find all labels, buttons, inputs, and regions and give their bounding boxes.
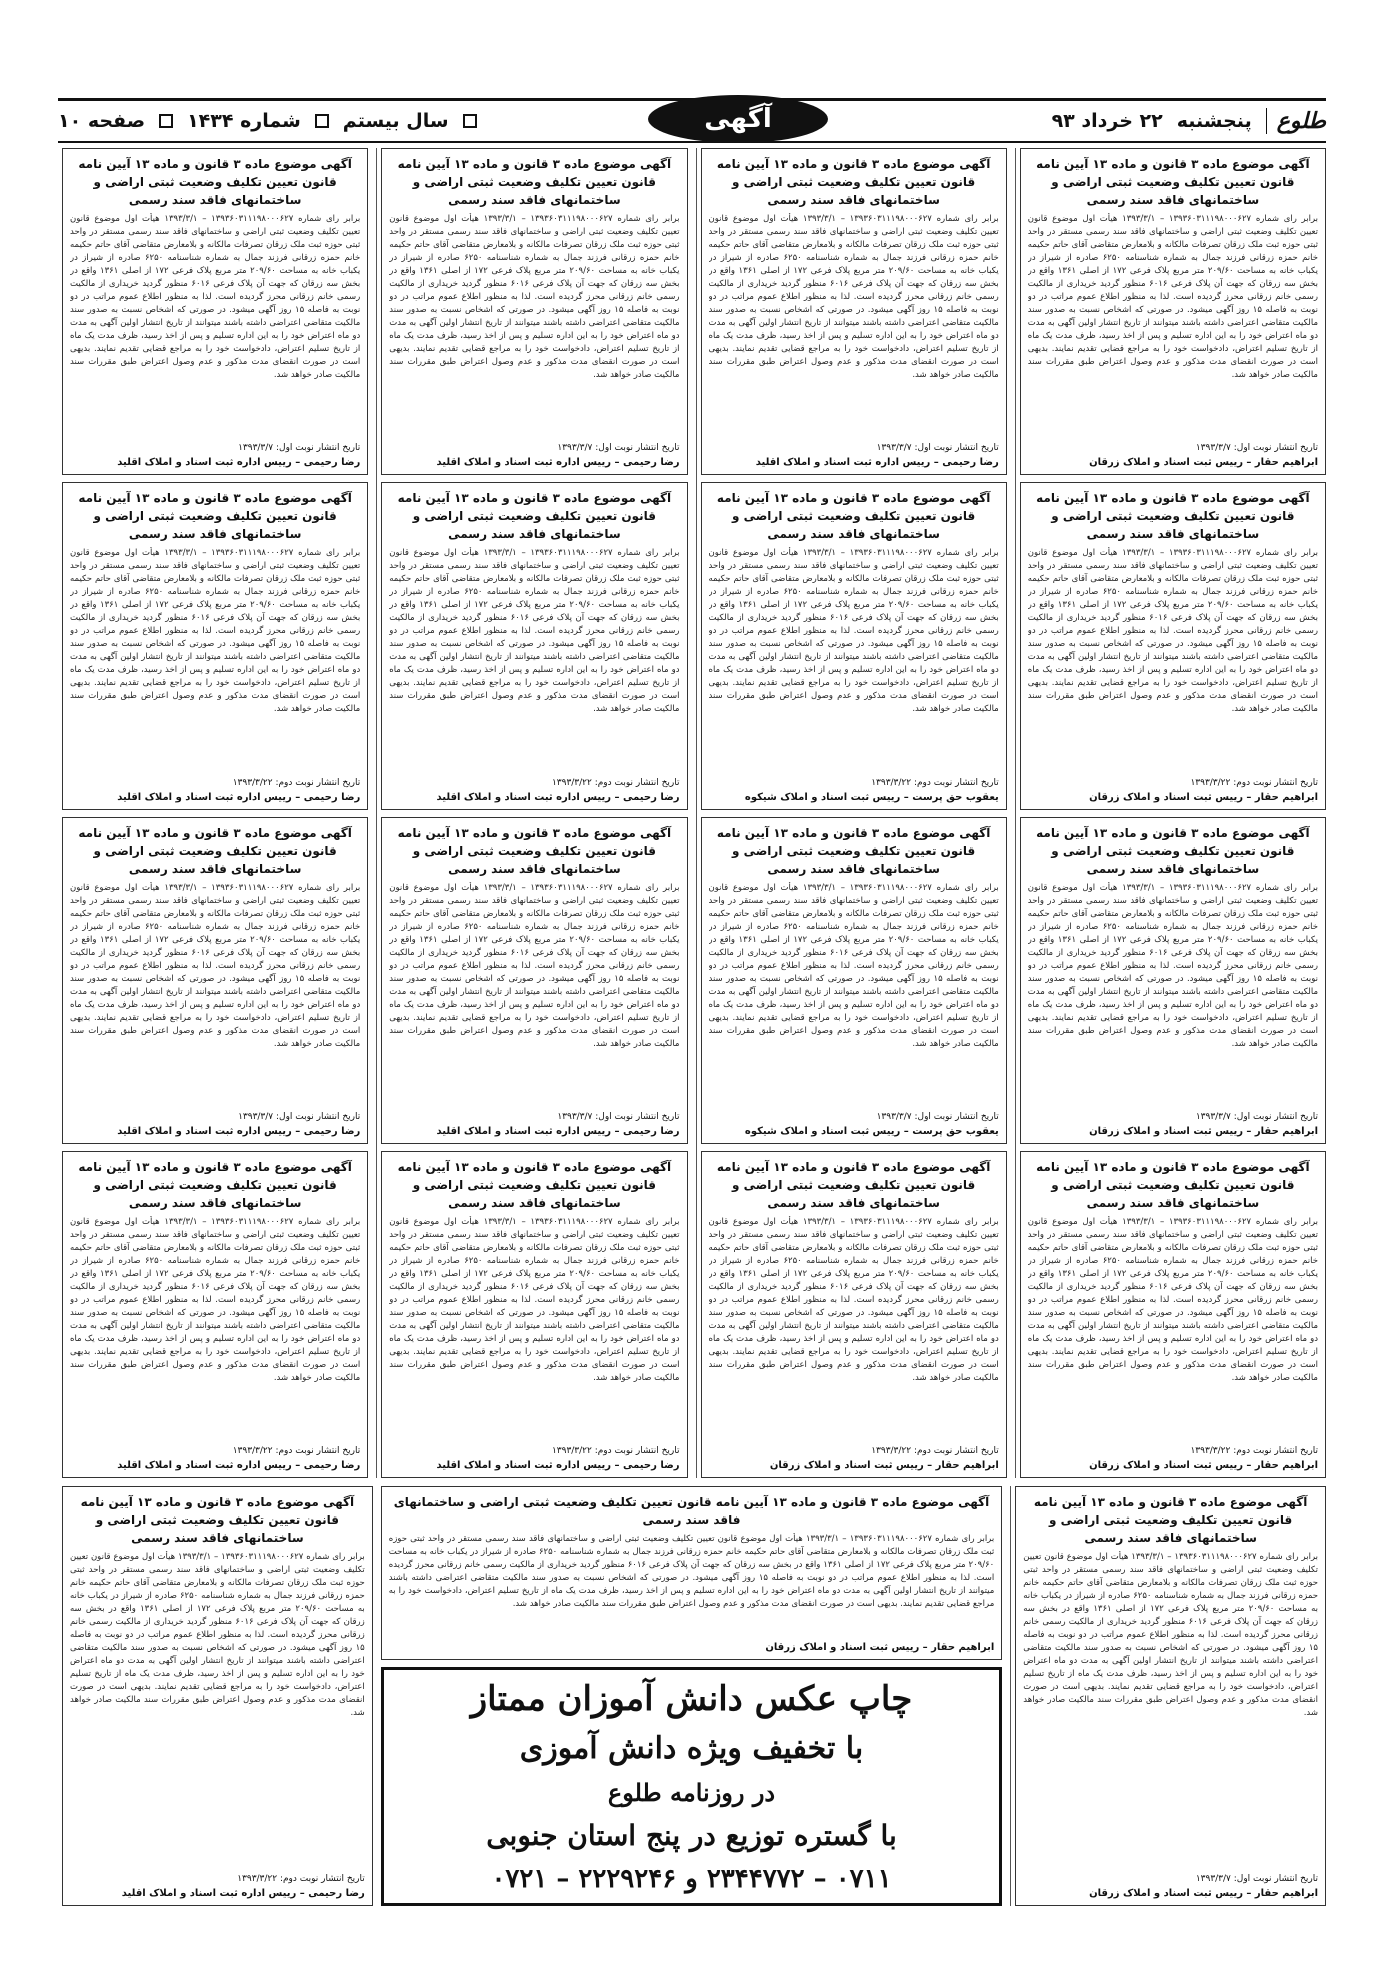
- ad-body: برابر رای شماره ۱۳۹۳۶۰۳۱۱۱۹۸۰۰۰۶۲۷ – ۱۳۹۳/۳/۱ هیأت اول موضوع قانون تعیین تکلیف وضعیت ثبتی اراضی و ساختمانهای فاقد سند رسمی مستقر در واحد ثبتی حوزه ثبت ملک زرقان تصرفات مالکانه و بلامعارض متقاضی آقای حاتم حکیمه خانم حمزه زرقانی فرزند جمال به شماره شناسنامه ۶۲۵۰ صادره از شیراز در یکباب خانه به مساحت ۲۰۹/۶۰ متر مربع پلاک فرعی ۱۷۲ از اصلی ۱۳۶۱ واقع در بخش سه زرقان که جهت آن پلاک فرعی ۶۰۱۶ منظور گردید خریداری از مالکیت رسمی خانم زرقانی محرز گردیده است. لذا به منظور اطلاع عموم مراتب در دو نوبت به فاصله ۱۵ روز آگهی میشود. در صورتی که اشخاص نسبت به صدور سند مالکیت متقاضی اعتراضی داشته باشند میتوانند از تاریخ انتشار اولین آگهی به مدت دو ماه اعتراض خود را به این اداره تسلیم و پس از اخذ رسید، ظرف مدت یک ماه از تاریخ تسلیم اعتراض، دادخواست خود را به مراجع قضایی تقدیم نمایند. بدیهی است در صورت انقضای مدت مذکور و عدم وصول اعتراض طبق مقررات سند مالکیت صادر خواهد شد.: [70, 214, 361, 380]
- ad-signer: یعقوب حق پرست – رییس ثبت اسناد و املاک شیکوه: [744, 1125, 999, 1137]
- ad-date-1: تاریخ انتشار نوبت اول: ۱۳۹۳/۳/۷: [238, 1111, 361, 1122]
- ad-signer: ابراهیم حقار – رییس ثبت اسناد و املاک زرقان: [1089, 791, 1318, 803]
- ad-date-2: تاریخ انتشار نوبت دوم: ۱۳۹۳/۳/۲۲: [551, 1446, 680, 1456]
- ad-body: برابر رای شماره ۱۳۹۳۶۰۳۱۱۱۹۸۰۰۰۶۲۷ – ۱۳۹۳/۳/۱ هیأت اول موضوع قانون تعیین تکلیف وضعیت ثبتی اراضی و ساختمانهای فاقد سند رسمی مستقر در واحد ثبتی حوزه ثبت ملک زرقان تصرفات مالکانه و بلامعارض متقاضی آقای حاتم حکیمه خانم حمزه زرقانی فرزند جمال به شماره شناسنامه ۶۲۵۰ صادره از شیراز در یکباب خانه به مساحت ۲۰۹/۶۰ متر مربع پلاک فرعی ۱۷۲ از اصلی ۱۳۶۱ واقع در بخش سه زرقان که جهت آن پلاک فرعی ۶۰۱۶ منظور گردید خریداری از مالکیت رسمی خانم زرقانی محرز گردیده است. لذا به منظور اطلاع عموم مراتب در دو نوبت به فاصله ۱۵ روز آگهی میشود. در صورتی که اشخاص نسبت به صدور سند مالکیت متقاضی اعتراضی داشته باشند میتوانند از تاریخ انتشار اولین آگهی به مدت دو ماه اعتراض خود را به این اداره تسلیم و پس از اخذ رسید، ظرف مدت یک ماه از تاریخ تسلیم اعتراض، دادخواست خود را به مراجع قضایی تقدیم نمایند. بدیهی است در صورت انقضای مدت مذکور و عدم وصول اعتراض طبق مقررات سند مالکیت صادر خواهد شد.: [1027, 548, 1318, 715]
- ad-date-2: تاریخ انتشار نوبت دوم: ۱۳۹۳/۳/۲۲: [232, 777, 361, 788]
- ad-title: آگهی موضوع ماده ۳ قانون و ماده ۱۳ آیین نامه قانون تعیین تکلیف وضعیت ثبتی اراضی و ساختمانهای فاقد سند رسمی: [716, 491, 991, 542]
- column-1: [1015, 148, 1326, 1478]
- ad-date-1: تاریخ انتشار نوبت اول: ۱۳۹۳/۳/۷: [1195, 443, 1318, 454]
- ad-signer: رضا رحیمی – رییس اداره ثبت اسناد و املاک اقلید: [436, 1460, 680, 1471]
- legal-ad: [701, 148, 1007, 475]
- ad-date-2: تاریخ انتشار نوبت دوم: ۱۳۹۳/۳/۲۲: [1190, 1446, 1318, 1456]
- ad-columns: [58, 148, 1326, 1478]
- square-icon: [315, 114, 329, 128]
- legal-ad: [381, 1486, 1003, 1660]
- ad-title: آگهی موضوع ماده ۳ قانون و ماده ۱۳ آیین نامه قانون تعیین تکلیف وضعیت ثبتی اراضی و ساختمانهای فاقد سند رسمی: [397, 157, 672, 207]
- ad-title: آگهی موضوع ماده ۳ قانون و ماده ۱۳ آیین نامه قانون تعیین تکلیف وضعیت ثبتی اراضی و ساختمانهای فاقد سند رسمی: [1036, 1159, 1310, 1210]
- header-left: [58, 110, 481, 132]
- ad-title: آگهی موضوع ماده ۳ قانون و ماده ۱۳ آیین نامه قانون تعیین تکلیف وضعیت ثبتی اراضی و ساختمانهای فاقد سند رسمی: [397, 1159, 672, 1210]
- newspaper-logo: طلوع: [1266, 108, 1326, 134]
- ad-title: آگهی موضوع ماده ۳ قانون و ماده ۱۳ آیین نامه قانون تعیین تکلیف وضعیت ثبتی اراضی و ساختمانهای فاقد سند رسمی: [1033, 1495, 1308, 1545]
- ad-body: برابر رای شماره ۱۳۹۳۶۰۳۱۱۱۹۸۰۰۰۶۲۷ – ۱۳۹۳/۳/۱ هیأت اول موضوع قانون تعیین تکلیف وضعیت ثبتی اراضی و ساختمانهای فاقد سند رسمی مستقر در واحد ثبتی حوزه ثبت ملک زرقان تصرفات مالکانه و بلامعارض متقاضی آقای حاتم حکیمه خانم حمزه زرقانی فرزند جمال به شماره شناسنامه ۶۲۵۰ صادره از شیراز در یکباب خانه به مساحت ۲۰۹/۶۰ متر مربع پلاک فرعی ۱۷۲ از اصلی ۱۳۶۱ واقع در بخش سه زرقان که جهت آن پلاک فرعی ۶۰۱۶ منظور گردید خریداری از مالکیت رسمی خانم زرقانی محرز گردیده است. لذا به منظور اطلاع عموم مراتب در دو نوبت به فاصله ۱۵ روز آگهی میشود. در صورتی که اشخاص نسبت به صدور سند مالکیت متقاضی اعتراضی داشته باشند میتوانند از تاریخ انتشار اولین آگهی به مدت دو ماه اعتراض خود را به این اداره تسلیم و پس از اخذ رسید، ظرف مدت یک ماه از تاریخ تسلیم اعتراض، دادخواست خود را به مراجع قضایی تقدیم نمایند. بدیهی است در صورت انقضای مدت مذکور و عدم وصول اعتراض طبق مقررات سند مالکیت صادر خواهد شد.: [388, 1534, 995, 1609]
- ad-title: آگهی موضوع ماده ۳ قانون و ماده ۱۳ آیین نامه قانون تعیین تکلیف وضعیت ثبتی اراضی و ساختمانهای فاقد سند رسمی: [1036, 491, 1310, 542]
- ad-title: آگهی موضوع ماده ۳ قانون و ماده ۱۳ آیین نامه قانون تعیین تکلیف وضعیت ثبتی اراضی و ساختمانهای فاقد سند رسمی: [397, 825, 672, 876]
- ad-signer: رضا رحیمی – رییس اداره ثبت اسناد و املاک اقلید: [117, 791, 361, 803]
- column-3: [376, 148, 687, 1478]
- column-2: [696, 148, 1007, 1478]
- legal-ad: [1015, 1486, 1326, 1906]
- ad-signer: ابراهیم حقار – رییس ثبت اسناد و املاک زرقان: [769, 1460, 999, 1471]
- ad-body: برابر رای شماره ۱۳۹۳۶۰۳۱۱۱۹۸۰۰۰۶۲۷ – ۱۳۹۳/۳/۱ هیأت اول موضوع قانون تعیین تکلیف وضعیت ثبتی اراضی و ساختمانهای فاقد سند رسمی مستقر در واحد ثبتی حوزه ثبت ملک زرقان تصرفات مالکانه و بلامعارض متقاضی آقای حاتم حکیمه خانم حمزه زرقانی فرزند جمال به شماره شناسنامه ۶۲۵۰ صادره از شیراز در یکباب خانه به مساحت ۲۰۹/۶۰ متر مربع پلاک فرعی ۱۷۲ از اصلی ۱۳۶۱ واقع در بخش سه زرقان که جهت آن پلاک فرعی ۶۰۱۶ منظور گردید خریداری از مالکیت رسمی خانم زرقانی محرز گردیده است. لذا به منظور اطلاع عموم مراتب در دو نوبت به فاصله ۱۵ روز آگهی میشود. در صورتی که اشخاص نسبت به صدور سند مالکیت متقاضی اعتراضی داشته باشند میتوانند از تاریخ انتشار اولین آگهی به مدت دو ماه اعتراض خود را به این اداره تسلیم و پس از اخذ رسید، ظرف مدت یک ماه از تاریخ تسلیم اعتراض، دادخواست خود را به مراجع قضایی تقدیم نمایند. بدیهی است در صورت انقضای مدت مذکور و عدم وصول اعتراض طبق مقررات سند مالکیت صادر خواهد شد.: [1027, 1216, 1318, 1383]
- ad-date-1: تاریخ انتشار نوبت اول: ۱۳۹۳/۳/۷: [238, 443, 361, 454]
- ad-title: آگهی موضوع ماده ۳ قانون و ماده ۱۳ آیین نامه قانون تعیین تکلیف وضعیت ثبتی اراضی و ساختمانهای فاقد سند رسمی: [1036, 157, 1310, 207]
- ad-signer: رضا رحیمی – رییس اداره ثبت اسناد و املاک اقلید: [117, 1125, 361, 1137]
- bottom-section: [58, 1486, 1326, 1906]
- legal-ad: [701, 1151, 1007, 1478]
- ad-date-1: تاریخ انتشار نوبت اول: ۱۳۹۳/۳/۷: [557, 443, 680, 454]
- ad-title: آگهی موضوع ماده ۳ قانون و ماده ۱۳ آیین نامه قانون تعیین تکلیف وضعیت ثبتی اراضی و ساختمانهای فاقد سند رسمی: [716, 825, 991, 876]
- square-icon: [159, 114, 173, 128]
- column-4: [58, 148, 368, 1478]
- ad-signer: رضا رحیمی – رییس اداره ثبت اسناد و املاک اقلید: [755, 457, 999, 469]
- ad-title: آگهی موضوع ماده ۳ قانون و ماده ۱۳ آیین نامه قانون تعیین تکلیف وضعیت ثبتی اراضی و ساختمانهای فاقد سند رسمی: [78, 491, 352, 542]
- ad-body: برابر رای شماره ۱۳۹۳۶۰۳۱۱۱۹۸۰۰۰۶۲۷ – ۱۳۹۳/۳/۱ هیأت اول موضوع قانون تعیین تکلیف وضعیت ثبتی اراضی و ساختمانهای فاقد سند رسمی مستقر در واحد ثبتی حوزه ثبت ملک زرقان تصرفات مالکانه و بلامعارض متقاضی آقای حاتم حکیمه خانم حمزه زرقانی فرزند جمال به شماره شناسنامه ۶۲۵۰ صادره از شیراز در یکباب خانه به مساحت ۲۰۹/۶۰ متر مربع پلاک فرعی ۱۷۲ از اصلی ۱۳۶۱ واقع در بخش سه زرقان که جهت آن پلاک فرعی ۶۰۱۶ منظور گردید خریداری از مالکیت رسمی خانم زرقانی محرز گردیده است. لذا به منظور اطلاع عموم مراتب در دو نوبت به فاصله ۱۵ روز آگهی میشود. در صورتی که اشخاص نسبت به صدور سند مالکیت متقاضی اعتراضی داشته باشند میتوانند از تاریخ انتشار اولین آگهی به مدت دو ماه اعتراض خود را به این اداره تسلیم و پس از اخذ رسید، ظرف مدت یک ماه از تاریخ تسلیم اعتراض، دادخواست خود را به مراجع قضایی تقدیم نمایند. بدیهی است در صورت انقضای مدت مذکور و عدم وصول اعتراض طبق مقررات سند مالکیت صادر خواهد شد.: [389, 548, 680, 715]
- legal-ad: [62, 1151, 368, 1478]
- ad-date-1: تاریخ انتشار نوبت اول: ۱۳۹۳/۳/۷: [1195, 1111, 1318, 1122]
- header-day: پنجشنبه: [1176, 110, 1252, 132]
- page-header: [58, 98, 1326, 143]
- column-1-bottom: [1010, 1486, 1326, 1906]
- legal-ad: [62, 482, 368, 809]
- column-4-bottom: [58, 1486, 373, 1906]
- legal-ad: [701, 817, 1007, 1144]
- ad-title: آگهی موضوع ماده ۳ قانون و ماده ۱۳ آیین نامه قانون تعیین تکلیف وضعیت ثبتی اراضی و ساختمانهای فاقد سند رسمی: [1036, 825, 1310, 876]
- ad-signer: رضا رحیمی – رییس اداره ثبت اسناد و املاک اقلید: [436, 791, 680, 803]
- legal-ad: [1020, 482, 1326, 809]
- ad-date-2: تاریخ انتشار نوبت دوم: ۱۳۹۳/۳/۲۲: [1190, 777, 1318, 788]
- legal-ad: [62, 817, 368, 1144]
- ad-signer: ابراهیم حقار – رییس ثبت اسناد و املاک زرقان: [1089, 1888, 1318, 1899]
- ad-date-2: تاریخ انتشار نوبت دوم: ۱۳۹۳/۳/۲۲: [551, 777, 680, 788]
- ad-body: برابر رای شماره ۱۳۹۳۶۰۳۱۱۱۹۸۰۰۰۶۲۷ – ۱۳۹۳/۳/۱ هیأت اول موضوع قانون تعیین تکلیف وضعیت ثبتی اراضی و ساختمانهای فاقد سند رسمی مستقر در واحد ثبتی حوزه ثبت ملک زرقان تصرفات مالکانه و بلامعارض متقاضی آقای حاتم حکیمه خانم حمزه زرقانی فرزند جمال به شماره شناسنامه ۶۲۵۰ صادره از شیراز در یکباب خانه به مساحت ۲۰۹/۶۰ متر مربع پلاک فرعی ۱۷۲ از اصلی ۱۳۶۱ واقع در بخش سه زرقان که جهت آن پلاک فرعی ۶۰۱۶ منظور گردید خریداری از مالکیت رسمی خانم زرقانی محرز گردیده است. لذا به منظور اطلاع عموم مراتب در دو نوبت به فاصله ۱۵ روز آگهی میشود. در صورتی که اشخاص نسبت به صدور سند مالکیت متقاضی اعتراضی داشته باشند میتوانند از تاریخ انتشار اولین آگهی به مدت دو ماه اعتراض خود را به این اداره تسلیم و پس از اخذ رسید، ظرف مدت یک ماه از تاریخ تسلیم اعتراض، دادخواست خود را به مراجع قضایی تقدیم نمایند. بدیهی است در صورت انقضای مدت مذکور و عدم وصول اعتراض طبق مقررات سند مالکیت صادر خواهد شد.: [1027, 882, 1318, 1049]
- header-page: صفحه ۱۰: [58, 110, 146, 132]
- ad-body: برابر رای شماره ۱۳۹۳۶۰۳۱۱۱۹۸۰۰۰۶۲۷ – ۱۳۹۳/۳/۱ هیأت اول موضوع قانون تعیین تکلیف وضعیت ثبتی اراضی و ساختمانهای فاقد سند رسمی مستقر در واحد ثبتی حوزه ثبت ملک زرقان تصرفات مالکانه و بلامعارض متقاضی آقای حاتم حکیمه خانم حمزه زرقانی فرزند جمال به شماره شناسنامه ۶۲۵۰ صادره از شیراز در یکباب خانه به مساحت ۲۰۹/۶۰ متر مربع پلاک فرعی ۱۷۲ از اصلی ۱۳۶۱ واقع در بخش سه زرقان که جهت آن پلاک فرعی ۶۰۱۶ منظور گردید خریداری از مالکیت رسمی خانم زرقانی محرز گردیده است. لذا به منظور اطلاع عموم مراتب در دو نوبت به فاصله ۱۵ روز آگهی میشود. در صورتی که اشخاص نسبت به صدور سند مالکیت متقاضی اعتراضی داشته باشند میتوانند از تاریخ انتشار اولین آگهی به مدت دو ماه اعتراض خود را به این اداره تسلیم و پس از اخذ رسید، ظرف مدت یک ماه از تاریخ تسلیم اعتراض، دادخواست خود را به مراجع قضایی تقدیم نمایند. بدیهی است در صورت انقضای مدت مذکور و عدم وصول اعتراض طبق مقررات سند مالکیت صادر خواهد شد.: [708, 1216, 999, 1383]
- ad-body: برابر رای شماره ۱۳۹۳۶۰۳۱۱۱۹۸۰۰۰۶۲۷ – ۱۳۹۳/۳/۱ هیأت اول موضوع قانون تعیین تکلیف وضعیت ثبتی اراضی و ساختمانهای فاقد سند رسمی مستقر در واحد ثبتی حوزه ثبت ملک زرقان تصرفات مالکانه و بلامعارض متقاضی آقای حاتم حکیمه خانم حمزه زرقانی فرزند جمال به شماره شناسنامه ۶۲۵۰ صادره از شیراز در یکباب خانه به مساحت ۲۰۹/۶۰ متر مربع پلاک فرعی ۱۷۲ از اصلی ۱۳۶۱ واقع در بخش سه زرقان که جهت آن پلاک فرعی ۶۰۱۶ منظور گردید خریداری از مالکیت رسمی خانم زرقانی محرز گردیده است. لذا به منظور اطلاع عموم مراتب در دو نوبت به فاصله ۱۵ روز آگهی میشود. در صورتی که اشخاص نسبت به صدور سند مالکیت متقاضی اعتراضی داشته باشند میتوانند از تاریخ انتشار اولین آگهی به مدت دو ماه اعتراض خود را به این اداره تسلیم و پس از اخذ رسید، ظرف مدت یک ماه از تاریخ تسلیم اعتراض، دادخواست خود را به مراجع قضایی تقدیم نمایند. بدیهی است در صورت انقضای مدت مذکور و عدم وصول اعتراض طبق مقررات سند مالکیت صادر خواهد شد.: [1027, 214, 1318, 380]
- ad-body: برابر رای شماره ۱۳۹۳۶۰۳۱۱۱۹۸۰۰۰۶۲۷ – ۱۳۹۳/۳/۱ هیأت اول موضوع قانون تعیین تکلیف وضعیت ثبتی اراضی و ساختمانهای فاقد سند رسمی مستقر در واحد ثبتی حوزه ثبت ملک زرقان تصرفات مالکانه و بلامعارض متقاضی آقای حاتم حکیمه خانم حمزه زرقانی فرزند جمال به شماره شناسنامه ۶۲۵۰ صادره از شیراز در یکباب خانه به مساحت ۲۰۹/۶۰ متر مربع پلاک فرعی ۱۷۲ از اصلی ۱۳۶۱ واقع در بخش سه زرقان که جهت آن پلاک فرعی ۶۰۱۶ منظور گردید خریداری از مالکیت رسمی خانم زرقانی محرز گردیده است. لذا به منظور اطلاع عموم مراتب در دو نوبت به فاصله ۱۵ روز آگهی میشود. در صورتی که اشخاص نسبت به صدور سند مالکیت متقاضی اعتراضی داشته باشند میتوانند از تاریخ انتشار اولین آگهی به مدت دو ماه اعتراض خود را به این اداره تسلیم و پس از اخذ رسید، ظرف مدت یک ماه از تاریخ تسلیم اعتراض، دادخواست خود را به مراجع قضایی تقدیم نمایند. بدیهی است در صورت انقضای مدت مذکور و عدم وصول اعتراض طبق مقررات سند مالکیت صادر خواهد شد.: [1023, 1552, 1318, 1718]
- promo-newspaper: در روزنامه طلوع: [607, 1778, 776, 1807]
- ad-title: آگهی موضوع ماده ۳ قانون و ماده ۱۳ آیین نامه قانون تعیین تکلیف وضعیت ثبتی اراضی و ساختمانهای فاقد سند رسمی: [78, 157, 352, 207]
- legal-ad: [1020, 1151, 1326, 1478]
- ad-body: برابر رای شماره ۱۳۹۳۶۰۳۱۱۱۹۸۰۰۰۶۲۷ – ۱۳۹۳/۳/۱ هیأت اول موضوع قانون تعیین تکلیف وضعیت ثبتی اراضی و ساختمانهای فاقد سند رسمی مستقر در واحد ثبتی حوزه ثبت ملک زرقان تصرفات مالکانه و بلامعارض متقاضی آقای حاتم حکیمه خانم حمزه زرقانی فرزند جمال به شماره شناسنامه ۶۲۵۰ صادره از شیراز در یکباب خانه به مساحت ۲۰۹/۶۰ متر مربع پلاک فرعی ۱۷۲ از اصلی ۱۳۶۱ واقع در بخش سه زرقان که جهت آن پلاک فرعی ۶۰۱۶ منظور گردید خریداری از مالکیت رسمی خانم زرقانی محرز گردیده است. لذا به منظور اطلاع عموم مراتب در دو نوبت به فاصله ۱۵ روز آگهی میشود. در صورتی که اشخاص نسبت به صدور سند مالکیت متقاضی اعتراضی داشته باشند میتوانند از تاریخ انتشار اولین آگهی به مدت دو ماه اعتراض خود را به این اداره تسلیم و پس از اخذ رسید، ظرف مدت یک ماه از تاریخ تسلیم اعتراض، دادخواست خود را به مراجع قضایی تقدیم نمایند. بدیهی است در صورت انقضای مدت مذکور و عدم وصول اعتراض طبق مقررات سند مالکیت صادر خواهد شد.: [70, 1552, 365, 1718]
- promo-phones: ۰۷۱۱ – ۲۳۴۴۷۷۲ و ۲۲۲۹۲۴۶ – ۰۷۲۱: [491, 1864, 892, 1894]
- ad-date-1: تاریخ انتشار نوبت اول: ۱۳۹۳/۳/۷: [557, 1111, 680, 1122]
- ad-signer: رضا رحیمی – رییس اداره ثبت اسناد و املاک اقلید: [117, 457, 361, 469]
- legal-ad: [62, 148, 368, 475]
- promo-headline: چاپ عکس دانش آموزان ممتاز: [470, 1679, 913, 1719]
- header-right: [1052, 108, 1326, 134]
- ad-body: برابر رای شماره ۱۳۹۳۶۰۳۱۱۱۹۸۰۰۰۶۲۷ – ۱۳۹۳/۳/۱ هیأت اول موضوع قانون تعیین تکلیف وضعیت ثبتی اراضی و ساختمانهای فاقد سند رسمی مستقر در واحد ثبتی حوزه ثبت ملک زرقان تصرفات مالکانه و بلامعارض متقاضی آقای حاتم حکیمه خانم حمزه زرقانی فرزند جمال به شماره شناسنامه ۶۲۵۰ صادره از شیراز در یکباب خانه به مساحت ۲۰۹/۶۰ متر مربع پلاک فرعی ۱۷۲ از اصلی ۱۳۶۱ واقع در بخش سه زرقان که جهت آن پلاک فرعی ۶۰۱۶ منظور گردید خریداری از مالکیت رسمی خانم زرقانی محرز گردیده است. لذا به منظور اطلاع عموم مراتب در دو نوبت به فاصله ۱۵ روز آگهی میشود. در صورتی که اشخاص نسبت به صدور سند مالکیت متقاضی اعتراضی داشته باشند میتوانند از تاریخ انتشار اولین آگهی به مدت دو ماه اعتراض خود را به این اداره تسلیم و پس از اخذ رسید، ظرف مدت یک ماه از تاریخ تسلیم اعتراض، دادخواست خود را به مراجع قضایی تقدیم نمایند. بدیهی است در صورت انقضای مدت مذکور و عدم وصول اعتراض طبق مقررات سند مالکیت صادر خواهد شد.: [70, 548, 361, 715]
- legal-ad: [1020, 817, 1326, 1144]
- ad-date-2: تاریخ انتشار نوبت دوم: ۱۳۹۳/۳/۲۲: [871, 1446, 999, 1456]
- ad-body: برابر رای شماره ۱۳۹۳۶۰۳۱۱۱۹۸۰۰۰۶۲۷ – ۱۳۹۳/۳/۱ هیأت اول موضوع قانون تعیین تکلیف وضعیت ثبتی اراضی و ساختمانهای فاقد سند رسمی مستقر در واحد ثبتی حوزه ثبت ملک زرقان تصرفات مالکانه و بلامعارض متقاضی آقای حاتم حکیمه خانم حمزه زرقانی فرزند جمال به شماره شناسنامه ۶۲۵۰ صادره از شیراز در یکباب خانه به مساحت ۲۰۹/۶۰ متر مربع پلاک فرعی ۱۷۲ از اصلی ۱۳۶۱ واقع در بخش سه زرقان که جهت آن پلاک فرعی ۶۰۱۶ منظور گردید خریداری از مالکیت رسمی خانم زرقانی محرز گردیده است. لذا به منظور اطلاع عموم مراتب در دو نوبت به فاصله ۱۵ روز آگهی میشود. در صورتی که اشخاص نسبت به صدور سند مالکیت متقاضی اعتراضی داشته باشند میتوانند از تاریخ انتشار اولین آگهی به مدت دو ماه اعتراض خود را به این اداره تسلیم و پس از اخذ رسید، ظرف مدت یک ماه از تاریخ تسلیم اعتراض، دادخواست خود را به مراجع قضایی تقدیم نمایند. بدیهی است در صورت انقضای مدت مذکور و عدم وصول اعتراض طبق مقررات سند مالکیت صادر خواهد شد.: [389, 1216, 680, 1383]
- middle-bottom: [381, 1486, 1003, 1906]
- legal-ad: [381, 482, 687, 809]
- ad-title: آگهی موضوع ماده ۳ قانون و ماده ۱۳ آیین نامه قانون تعیین تکلیف وضعیت ثبتی اراضی و ساختمانهای فاقد سند رسمی: [78, 825, 352, 876]
- legal-ad: [381, 817, 687, 1144]
- legal-ad: [381, 1151, 687, 1478]
- section-title: آگهی: [648, 95, 828, 143]
- ad-date-1: تاریخ انتشار نوبت اول: ۱۳۹۳/۳/۷: [1195, 1874, 1318, 1884]
- legal-ad: [381, 148, 687, 475]
- ad-signer: ابراهیم حقار – رییس ثبت اسناد و املاک زرقان: [1089, 1125, 1318, 1137]
- legal-ad: [1020, 148, 1326, 475]
- ad-signer: رضا رحیمی – رییس اداره ثبت اسناد و املاک اقلید: [121, 1888, 365, 1899]
- header-year: سال بیستم: [342, 110, 449, 132]
- promo-distribution: با گستره توزیع در پنج استان جنوبی: [486, 1819, 897, 1852]
- ad-body: برابر رای شماره ۱۳۹۳۶۰۳۱۱۱۹۸۰۰۰۶۲۷ – ۱۳۹۳/۳/۱ هیأت اول موضوع قانون تعیین تکلیف وضعیت ثبتی اراضی و ساختمانهای فاقد سند رسمی مستقر در واحد ثبتی حوزه ثبت ملک زرقان تصرفات مالکانه و بلامعارض متقاضی آقای حاتم حکیمه خانم حمزه زرقانی فرزند جمال به شماره شناسنامه ۶۲۵۰ صادره از شیراز در یکباب خانه به مساحت ۲۰۹/۶۰ متر مربع پلاک فرعی ۱۷۲ از اصلی ۱۳۶۱ واقع در بخش سه زرقان که جهت آن پلاک فرعی ۶۰۱۶ منظور گردید خریداری از مالکیت رسمی خانم زرقانی محرز گردیده است. لذا به منظور اطلاع عموم مراتب در دو نوبت به فاصله ۱۵ روز آگهی میشود. در صورتی که اشخاص نسبت به صدور سند مالکیت متقاضی اعتراضی داشته باشند میتوانند از تاریخ انتشار اولین آگهی به مدت دو ماه اعتراض خود را به این اداره تسلیم و پس از اخذ رسید، ظرف مدت یک ماه از تاریخ تسلیم اعتراض، دادخواست خود را به مراجع قضایی تقدیم نمایند. بدیهی است در صورت انقضای مدت مذکور و عدم وصول اعتراض طبق مقررات سند مالکیت صادر خواهد شد.: [389, 214, 680, 380]
- header-issue: شماره ۱۴۳۴: [187, 110, 301, 132]
- ad-title: آگهی موضوع ماده ۳ قانون و ماده ۱۳ آیین نامه قانون تعیین تکلیف وضعیت ثبتی اراضی و ساختمانهای فاقد سند رسمی: [80, 1495, 355, 1545]
- legal-ad: [701, 482, 1007, 809]
- ad-title: آگهی موضوع ماده ۳ قانون و ماده ۱۳ آیین نامه قانون تعیین تکلیف وضعیت ثبتی اراضی و ساختمانهای فاقد سند رسمی: [393, 1495, 990, 1527]
- ad-title: آگهی موضوع ماده ۳ قانون و ماده ۱۳ آیین نامه قانون تعیین تکلیف وضعیت ثبتی اراضی و ساختمانهای فاقد سند رسمی: [397, 491, 672, 542]
- header-date: ۲۲ خرداد ۹۳: [1051, 110, 1163, 132]
- legal-ad: [62, 1486, 373, 1906]
- ad-body: برابر رای شماره ۱۳۹۳۶۰۳۱۱۱۹۸۰۰۰۶۲۷ – ۱۳۹۳/۳/۱ هیأت اول موضوع قانون تعیین تکلیف وضعیت ثبتی اراضی و ساختمانهای فاقد سند رسمی مستقر در واحد ثبتی حوزه ثبت ملک زرقان تصرفات مالکانه و بلامعارض متقاضی آقای حاتم حکیمه خانم حمزه زرقانی فرزند جمال به شماره شناسنامه ۶۲۵۰ صادره از شیراز در یکباب خانه به مساحت ۲۰۹/۶۰ متر مربع پلاک فرعی ۱۷۲ از اصلی ۱۳۶۱ واقع در بخش سه زرقان که جهت آن پلاک فرعی ۶۰۱۶ منظور گردید خریداری از مالکیت رسمی خانم زرقانی محرز گردیده است. لذا به منظور اطلاع عموم مراتب در دو نوبت به فاصله ۱۵ روز آگهی میشود. در صورتی که اشخاص نسبت به صدور سند مالکیت متقاضی اعتراضی داشته باشند میتوانند از تاریخ انتشار اولین آگهی به مدت دو ماه اعتراض خود را به این اداره تسلیم و پس از اخذ رسید، ظرف مدت یک ماه از تاریخ تسلیم اعتراض، دادخواست خود را به مراجع قضایی تقدیم نمایند. بدیهی است در صورت انقضای مدت مذکور و عدم وصول اعتراض طبق مقررات سند مالکیت صادر خواهد شد.: [70, 1216, 361, 1383]
- ad-signer: رضا رحیمی – رییس اداره ثبت اسناد و املاک اقلید: [436, 457, 680, 469]
- promo-discount: با تخفیف ویژه دانش آموزی: [519, 1731, 864, 1766]
- ad-title: آگهی موضوع ماده ۳ قانون و ماده ۱۳ آیین نامه قانون تعیین تکلیف وضعیت ثبتی اراضی و ساختمانهای فاقد سند رسمی: [716, 157, 991, 207]
- ad-signer: ابراهیم حقار – رییس ثبت اسناد و املاک زرقان: [765, 1642, 995, 1653]
- ad-date-1: تاریخ انتشار نوبت اول: ۱۳۹۳/۳/۷: [876, 443, 999, 454]
- ad-body: برابر رای شماره ۱۳۹۳۶۰۳۱۱۱۹۸۰۰۰۶۲۷ – ۱۳۹۳/۳/۱ هیأت اول موضوع قانون تعیین تکلیف وضعیت ثبتی اراضی و ساختمانهای فاقد سند رسمی مستقر در واحد ثبتی حوزه ثبت ملک زرقان تصرفات مالکانه و بلامعارض متقاضی آقای حاتم حکیمه خانم حمزه زرقانی فرزند جمال به شماره شناسنامه ۶۲۵۰ صادره از شیراز در یکباب خانه به مساحت ۲۰۹/۶۰ متر مربع پلاک فرعی ۱۷۲ از اصلی ۱۳۶۱ واقع در بخش سه زرقان که جهت آن پلاک فرعی ۶۰۱۶ منظور گردید خریداری از مالکیت رسمی خانم زرقانی محرز گردیده است. لذا به منظور اطلاع عموم مراتب در دو نوبت به فاصله ۱۵ روز آگهی میشود. در صورتی که اشخاص نسبت به صدور سند مالکیت متقاضی اعتراضی داشته باشند میتوانند از تاریخ انتشار اولین آگهی به مدت دو ماه اعتراض خود را به این اداره تسلیم و پس از اخذ رسید، ظرف مدت یک ماه از تاریخ تسلیم اعتراض، دادخواست خود را به مراجع قضایی تقدیم نمایند. بدیهی است در صورت انقضای مدت مذکور و عدم وصول اعتراض طبق مقررات سند مالکیت صادر خواهد شد.: [70, 882, 361, 1049]
- ad-body: برابر رای شماره ۱۳۹۳۶۰۳۱۱۱۹۸۰۰۰۶۲۷ – ۱۳۹۳/۳/۱ هیأت اول موضوع قانون تعیین تکلیف وضعیت ثبتی اراضی و ساختمانهای فاقد سند رسمی مستقر در واحد ثبتی حوزه ثبت ملک زرقان تصرفات مالکانه و بلامعارض متقاضی آقای حاتم حکیمه خانم حمزه زرقانی فرزند جمال به شماره شناسنامه ۶۲۵۰ صادره از شیراز در یکباب خانه به مساحت ۲۰۹/۶۰ متر مربع پلاک فرعی ۱۷۲ از اصلی ۱۳۶۱ واقع در بخش سه زرقان که جهت آن پلاک فرعی ۶۰۱۶ منظور گردید خریداری از مالکیت رسمی خانم زرقانی محرز گردیده است. لذا به منظور اطلاع عموم مراتب در دو نوبت به فاصله ۱۵ روز آگهی میشود. در صورتی که اشخاص نسبت به صدور سند مالکیت متقاضی اعتراضی داشته باشند میتوانند از تاریخ انتشار اولین آگهی به مدت دو ماه اعتراض خود را به این اداره تسلیم و پس از اخذ رسید، ظرف مدت یک ماه از تاریخ تسلیم اعتراض، دادخواست خود را به مراجع قضایی تقدیم نمایند. بدیهی است در صورت انقضای مدت مذکور و عدم وصول اعتراض طبق مقررات سند مالکیت صادر خواهد شد.: [708, 882, 999, 1049]
- promo-box: [381, 1667, 1003, 1906]
- ad-signer: یعقوب حق پرست – رییس ثبت اسناد و املاک شیکوه: [744, 791, 999, 803]
- square-icon: [463, 114, 477, 128]
- ad-title: آگهی موضوع ماده ۳ قانون و ماده ۱۳ آیین نامه قانون تعیین تکلیف وضعیت ثبتی اراضی و ساختمانهای فاقد سند رسمی: [78, 1159, 352, 1210]
- ad-body: برابر رای شماره ۱۳۹۳۶۰۳۱۱۱۹۸۰۰۰۶۲۷ – ۱۳۹۳/۳/۱ هیأت اول موضوع قانون تعیین تکلیف وضعیت ثبتی اراضی و ساختمانهای فاقد سند رسمی مستقر در واحد ثبتی حوزه ثبت ملک زرقان تصرفات مالکانه و بلامعارض متقاضی آقای حاتم حکیمه خانم حمزه زرقانی فرزند جمال به شماره شناسنامه ۶۲۵۰ صادره از شیراز در یکباب خانه به مساحت ۲۰۹/۶۰ متر مربع پلاک فرعی ۱۷۲ از اصلی ۱۳۶۱ واقع در بخش سه زرقان که جهت آن پلاک فرعی ۶۰۱۶ منظور گردید خریداری از مالکیت رسمی خانم زرقانی محرز گردیده است. لذا به منظور اطلاع عموم مراتب در دو نوبت به فاصله ۱۵ روز آگهی میشود. در صورتی که اشخاص نسبت به صدور سند مالکیت متقاضی اعتراضی داشته باشند میتوانند از تاریخ انتشار اولین آگهی به مدت دو ماه اعتراض خود را به این اداره تسلیم و پس از اخذ رسید، ظرف مدت یک ماه از تاریخ تسلیم اعتراض، دادخواست خود را به مراجع قضایی تقدیم نمایند. بدیهی است در صورت انقضای مدت مذکور و عدم وصول اعتراض طبق مقررات سند مالکیت صادر خواهد شد.: [708, 214, 999, 380]
- ad-date-1: تاریخ انتشار نوبت اول: ۱۳۹۳/۳/۷: [876, 1111, 999, 1122]
- ad-date-2: تاریخ انتشار نوبت دوم: ۱۳۹۳/۳/۲۲: [871, 777, 999, 788]
- ad-body: برابر رای شماره ۱۳۹۳۶۰۳۱۱۱۹۸۰۰۰۶۲۷ – ۱۳۹۳/۳/۱ هیأت اول موضوع قانون تعیین تکلیف وضعیت ثبتی اراضی و ساختمانهای فاقد سند رسمی مستقر در واحد ثبتی حوزه ثبت ملک زرقان تصرفات مالکانه و بلامعارض متقاضی آقای حاتم حکیمه خانم حمزه زرقانی فرزند جمال به شماره شناسنامه ۶۲۵۰ صادره از شیراز در یکباب خانه به مساحت ۲۰۹/۶۰ متر مربع پلاک فرعی ۱۷۲ از اصلی ۱۳۶۱ واقع در بخش سه زرقان که جهت آن پلاک فرعی ۶۰۱۶ منظور گردید خریداری از مالکیت رسمی خانم زرقانی محرز گردیده است. لذا به منظور اطلاع عموم مراتب در دو نوبت به فاصله ۱۵ روز آگهی میشود. در صورتی که اشخاص نسبت به صدور سند مالکیت متقاضی اعتراضی داشته باشند میتوانند از تاریخ انتشار اولین آگهی به مدت دو ماه اعتراض خود را به این اداره تسلیم و پس از اخذ رسید، ظرف مدت یک ماه از تاریخ تسلیم اعتراض، دادخواست خود را به مراجع قضایی تقدیم نمایند. بدیهی است در صورت انقضای مدت مذکور و عدم وصول اعتراض طبق مقررات سند مالکیت صادر خواهد شد.: [708, 548, 999, 715]
- ad-signer: رضا رحیمی – رییس اداره ثبت اسناد و املاک اقلید: [436, 1125, 680, 1137]
- ad-signer: ابراهیم حقار – رییس ثبت اسناد و املاک زرقان: [1089, 1460, 1318, 1471]
- ad-signer: ابراهیم حقار – رییس ثبت اسناد و املاک زرقان: [1089, 457, 1318, 469]
- ad-body: برابر رای شماره ۱۳۹۳۶۰۳۱۱۱۹۸۰۰۰۶۲۷ – ۱۳۹۳/۳/۱ هیأت اول موضوع قانون تعیین تکلیف وضعیت ثبتی اراضی و ساختمانهای فاقد سند رسمی مستقر در واحد ثبتی حوزه ثبت ملک زرقان تصرفات مالکانه و بلامعارض متقاضی آقای حاتم حکیمه خانم حمزه زرقانی فرزند جمال به شماره شناسنامه ۶۲۵۰ صادره از شیراز در یکباب خانه به مساحت ۲۰۹/۶۰ متر مربع پلاک فرعی ۱۷۲ از اصلی ۱۳۶۱ واقع در بخش سه زرقان که جهت آن پلاک فرعی ۶۰۱۶ منظور گردید خریداری از مالکیت رسمی خانم زرقانی محرز گردیده است. لذا به منظور اطلاع عموم مراتب در دو نوبت به فاصله ۱۵ روز آگهی میشود. در صورتی که اشخاص نسبت به صدور سند مالکیت متقاضی اعتراضی داشته باشند میتوانند از تاریخ انتشار اولین آگهی به مدت دو ماه اعتراض خود را به این اداره تسلیم و پس از اخذ رسید، ظرف مدت یک ماه از تاریخ تسلیم اعتراض، دادخواست خود را به مراجع قضایی تقدیم نمایند. بدیهی است در صورت انقضای مدت مذکور و عدم وصول اعتراض طبق مقررات سند مالکیت صادر خواهد شد.: [389, 882, 680, 1049]
- ad-signer: رضا رحیمی – رییس اداره ثبت اسناد و املاک اقلید: [117, 1460, 361, 1471]
- ad-date-2: تاریخ انتشار نوبت دوم: ۱۳۹۳/۳/۲۲: [237, 1874, 365, 1884]
- ad-title: آگهی موضوع ماده ۳ قانون و ماده ۱۳ آیین نامه قانون تعیین تکلیف وضعیت ثبتی اراضی و ساختمانهای فاقد سند رسمی: [716, 1159, 991, 1210]
- ad-date-2: تاریخ انتشار نوبت دوم: ۱۳۹۳/۳/۲۲: [232, 1446, 361, 1456]
